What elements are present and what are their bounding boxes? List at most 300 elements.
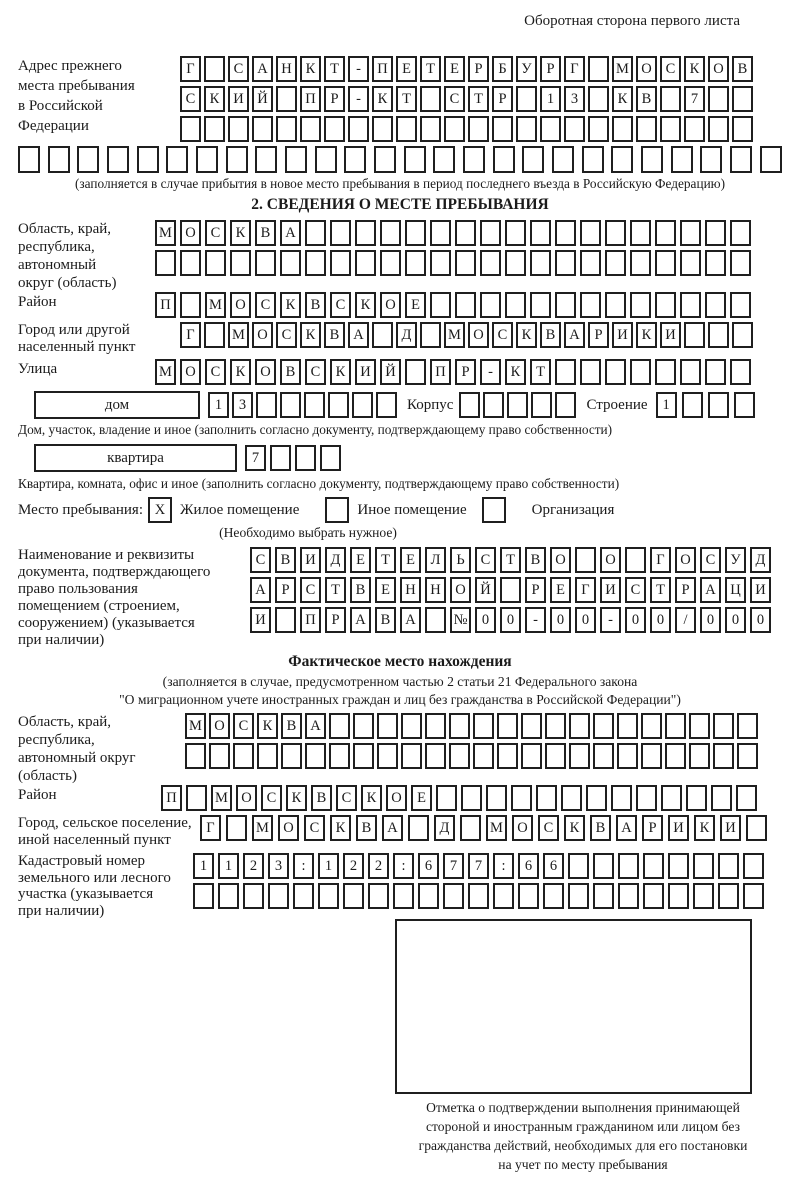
char-cell-filled: И [720,815,741,841]
char-cell-filled: А [348,322,369,348]
char-cell-empty [270,445,291,471]
char-cell-filled: Е [396,56,417,82]
prev-address-row-4 [18,146,782,173]
fact-title: Фактическое место нахождения [288,653,512,670]
char-cell-filled: Й [252,86,273,112]
char-cell-filled: М [185,713,206,739]
text-line: иной населенный пункт [18,832,171,848]
char-cell-filled: Т [420,56,441,82]
fact-district-row [161,785,757,811]
char-cell-filled: Г [180,56,201,82]
char-cell-filled: К [684,56,705,82]
char-cell-empty [455,250,476,276]
stay-type-label: Место пребывания: [18,501,143,518]
fact-city-label [18,815,200,849]
char-cell-filled: 6 [543,853,564,879]
char-cell-empty [555,392,576,418]
char-cell-empty [281,743,302,769]
char-cell-empty [588,116,609,142]
char-cell-empty [543,883,564,909]
document-rows [250,547,771,649]
district-row [155,292,751,318]
char-cell-empty [497,743,518,769]
char-cell-empty [275,607,296,633]
house-box-label: дом [34,391,200,419]
document-block [18,547,782,649]
char-cell-filled: У [725,547,746,573]
char-cell-empty [420,116,441,142]
char-cell-filled: Л [425,547,446,573]
char-cell-filled: С [492,322,513,348]
char-cell-empty [655,220,676,246]
char-cell-filled: Т [530,359,551,385]
char-cell-filled: Р [642,815,663,841]
char-cell-filled: П [300,86,321,112]
char-cell-filled: В [255,220,276,246]
char-cell-filled: К [694,815,715,841]
prev-address-row-2 [180,86,753,112]
char-cell-filled: В [275,547,296,573]
char-cell-empty [276,116,297,142]
char-cell-filled: Г [575,577,596,603]
char-cell-empty [396,116,417,142]
char-cell-empty [268,883,289,909]
char-cell-empty [226,815,247,841]
apartment-note: Квартира, комната, офис и иное (заполнить согласно документу, подтверждающему право собственности) [18,476,620,491]
char-cell-empty [401,743,422,769]
char-cell-filled: Е [375,577,396,603]
char-cell-empty [205,250,226,276]
char-cell-empty [552,146,574,173]
char-cell-filled: № [450,607,471,633]
char-cell-filled: Т [325,577,346,603]
char-cell-empty [530,250,551,276]
char-cell-empty [430,292,451,318]
char-cell-filled: А [305,713,326,739]
char-cell-empty [582,146,604,173]
document-row-1 [250,547,771,573]
char-cell-empty [680,250,701,276]
text-line: места пребывания [18,78,135,94]
fact-region-row-1 [185,713,758,739]
char-cell-empty [280,250,301,276]
char-cell-filled: 0 [625,607,646,633]
char-cell-empty [605,250,626,276]
char-cell-filled: И [228,86,249,112]
char-cell-empty [355,220,376,246]
char-cell-empty [374,146,396,173]
char-cell-empty [507,392,528,418]
char-cell-empty [518,883,539,909]
char-cell-empty [204,56,225,82]
char-cell-filled: А [700,577,721,603]
char-cell-empty [680,359,701,385]
cadastre-label [18,853,193,919]
char-cell-empty [605,359,626,385]
char-cell-empty [468,883,489,909]
char-cell-filled: Г [180,322,201,348]
text-line: республика, [18,239,95,255]
section2-title: 2. СВЕДЕНИЯ О МЕСТЕ ПРЕБЫВАНИЯ [251,196,549,213]
char-cell-filled: 1 [208,392,229,418]
char-cell-empty [355,250,376,276]
char-cell-empty [580,220,601,246]
apartment-row [34,444,782,472]
char-cell-empty [430,250,451,276]
char-cell-filled: 7 [684,86,705,112]
char-cell-filled: 2 [243,853,264,879]
char-cell-empty [380,250,401,276]
char-cell-filled: Р [675,577,696,603]
document-row-2 [250,577,771,603]
char-cell-empty [285,146,307,173]
fact-region-rows [185,713,758,785]
char-cell-filled: 1 [656,392,677,418]
char-cell-empty [315,146,337,173]
char-cell-empty [655,250,676,276]
text-line: право пользования [18,581,138,597]
char-cell-filled: К [286,785,307,811]
char-cell-empty [300,116,321,142]
char-cell-empty [743,853,764,879]
char-cell-empty [511,785,532,811]
char-cell-filled: Р [275,577,296,603]
char-cell-empty [204,322,225,348]
char-cell-empty [404,146,426,173]
char-cell-filled: К [355,292,376,318]
char-cell-empty [705,359,726,385]
char-cell-empty [588,86,609,112]
korpus-label: Корпус [407,396,454,413]
char-cell-filled: К [257,713,278,739]
district-label: Район [18,294,57,310]
text-line: при наличии) [18,632,105,648]
text-line: автономный [18,257,97,273]
char-cell-filled: К [204,86,225,112]
char-cell-filled: 0 [725,607,746,633]
char-cell-empty [737,743,758,769]
char-cell-filled: 1 [540,86,561,112]
char-cell-empty [737,713,758,739]
char-cell-empty [555,220,576,246]
char-cell-empty [226,146,248,173]
char-cell-filled: О [252,322,273,348]
city-label [18,322,180,356]
char-cell-filled: 0 [500,607,521,633]
char-cell-filled: В [305,292,326,318]
char-cell-filled: И [250,607,271,633]
char-cell-empty [680,292,701,318]
region-row-2 [155,250,751,276]
korpus-cells [459,392,576,418]
fact-city-block [18,815,782,849]
char-cell-empty [531,392,552,418]
char-cell-filled: В [324,322,345,348]
char-cell-empty [660,116,681,142]
char-cell-empty [408,815,429,841]
char-cell-empty [425,607,446,633]
char-cell-empty [343,883,364,909]
char-cell-empty [713,713,734,739]
char-cell-empty [180,292,201,318]
char-cell-filled: М [252,815,273,841]
char-cell-empty [449,713,470,739]
char-cell-empty [636,785,657,811]
char-cell-filled: Б [492,56,513,82]
text-line: документа, подтверждающего [18,564,211,580]
text-line: Область, край, [18,714,112,730]
text-line: округ (область) [18,275,117,291]
char-cell-empty [693,853,714,879]
char-cell-filled: Г [200,815,221,841]
char-cell-filled: П [155,292,176,318]
char-cell-empty [536,785,557,811]
char-cell-empty [705,220,726,246]
char-cell-empty [730,250,751,276]
char-cell-empty [625,547,646,573]
char-cell-filled: С [205,359,226,385]
char-cell-filled: Е [550,577,571,603]
char-cell-empty [521,743,542,769]
char-cell-empty [630,359,651,385]
char-cell-empty [575,547,596,573]
char-cell-filled: К [330,815,351,841]
char-cell-filled: И [668,815,689,841]
street-label: Улица [18,361,58,377]
char-cell-empty [736,785,757,811]
char-cell-empty [660,86,681,112]
char-cell-filled: О [636,56,657,82]
char-cell-empty [305,743,326,769]
char-cell-empty [468,116,489,142]
char-cell-filled: О [512,815,533,841]
char-cell-filled: О [180,220,201,246]
char-cell-empty [330,250,351,276]
char-cell-empty [486,785,507,811]
char-cell-filled: М [444,322,465,348]
char-cell-empty [730,292,751,318]
char-cell-empty [730,146,752,173]
char-cell-empty [580,359,601,385]
stay-option-residential-label: Жилое помещение [180,501,300,518]
char-cell-empty [137,146,159,173]
char-cell-filled: А [350,607,371,633]
char-cell-empty [295,445,316,471]
char-cell-empty [329,743,350,769]
char-cell-filled: С [305,359,326,385]
char-cell-filled: - [525,607,546,633]
char-cell-empty [420,322,441,348]
char-cell-empty [630,220,651,246]
char-cell-empty [377,713,398,739]
char-cell-empty [630,292,651,318]
char-cell-empty [605,292,626,318]
char-cell-empty [665,743,686,769]
char-cell-filled: В [350,577,371,603]
apartment-cells [245,445,341,471]
char-cell-empty [668,853,689,879]
text-line: Кадастровый номер [18,853,145,869]
char-cell-filled: М [155,220,176,246]
region-rows [155,220,751,292]
char-cell-empty [743,883,764,909]
char-cell-filled: И [660,322,681,348]
char-cell-filled: - [480,359,501,385]
char-cell-empty [555,250,576,276]
char-cell-empty [48,146,70,173]
char-cell-empty [732,116,753,142]
char-cell-filled: 0 [750,607,771,633]
char-cell-filled: П [300,607,321,633]
char-cell-empty [405,250,426,276]
char-cell-filled: В [540,322,561,348]
char-cell-filled: Ь [450,547,471,573]
cadastre-block [18,853,782,919]
char-cell-filled: С [444,86,465,112]
char-cell-empty [380,220,401,246]
char-cell-empty [155,250,176,276]
stay-type-note: (Необходимо выбрать нужное) [219,525,397,540]
char-cell-empty [243,883,264,909]
char-cell-filled: 7 [468,853,489,879]
char-cell-empty [255,250,276,276]
char-cell-empty [530,220,551,246]
char-cell-empty [420,86,441,112]
char-cell-filled: С [228,56,249,82]
char-cell-filled: - [600,607,621,633]
char-cell-empty [193,883,214,909]
char-cell-filled: О [180,359,201,385]
char-cell-filled: С [700,547,721,573]
char-cell-empty [372,322,393,348]
char-cell-filled: 0 [550,607,571,633]
char-cell-empty [555,359,576,385]
char-cell-filled: В [356,815,377,841]
fact-district-block [18,785,782,811]
char-cell-filled: 1 [218,853,239,879]
char-cell-empty [641,743,662,769]
char-cell-filled: В [311,785,332,811]
text-line: стороной и иностранным гражданином или лицом без [426,1119,740,1134]
region-row-1 [155,220,751,246]
text-line: Федерации [18,118,89,134]
char-cell-filled: М [155,359,176,385]
char-cell-empty [641,146,663,173]
char-cell-empty [377,743,398,769]
char-cell-empty [230,250,251,276]
char-cell-empty [186,785,207,811]
char-cell-filled: 2 [343,853,364,879]
char-cell-empty [473,743,494,769]
char-cell-filled: О [386,785,407,811]
char-cell-filled: Д [396,322,417,348]
char-cell-filled: С [336,785,357,811]
char-cell-filled: В [732,56,753,82]
char-cell-filled: А [250,577,271,603]
char-cell-empty [463,146,485,173]
char-cell-filled: О [450,577,471,603]
page-corner-note: Оборотная сторона первого листа [524,13,740,29]
char-cell-empty [401,713,422,739]
char-cell-empty [433,146,455,173]
char-cell-empty [732,322,753,348]
char-cell-filled: К [300,322,321,348]
char-cell-filled: К [372,86,393,112]
text-line: автономный округ [18,750,136,766]
stroenie-label: Строение [586,396,648,413]
checkbox-other-premises [325,497,349,523]
char-cell-empty [185,743,206,769]
char-cell-empty [580,292,601,318]
char-cell-empty [480,292,501,318]
text-line: гражданства действий, необходимых для его постановки [418,1138,748,1153]
char-cell-empty [293,883,314,909]
char-cell-filled: С [300,577,321,603]
stay-option-other-premises-label: Иное помещение [357,501,467,518]
char-cell-filled: : [493,853,514,879]
char-cell-empty [593,713,614,739]
fact-region-label [18,713,185,785]
char-cell-filled: / [675,607,696,633]
prev-address-label [18,56,180,142]
char-cell-empty [352,392,373,418]
char-cell-empty [705,250,726,276]
char-cell-empty [459,392,480,418]
char-cell-empty [655,292,676,318]
char-cell-empty [166,146,188,173]
char-cell-empty [680,220,701,246]
region-block [18,220,782,292]
char-cell-empty [497,713,518,739]
char-cell-filled: Т [396,86,417,112]
char-cell-filled: Р [325,607,346,633]
char-cell-filled: С [330,292,351,318]
cadastre-rows [193,853,764,919]
char-cell-filled: И [355,359,376,385]
char-cell-filled: Ц [725,577,746,603]
char-cell-filled: Р [525,577,546,603]
char-cell-filled: 0 [650,607,671,633]
char-cell-filled: О [278,815,299,841]
char-cell-empty [708,392,729,418]
char-cell-empty [693,883,714,909]
char-cell-empty [344,146,366,173]
char-cell-filled: Р [540,56,561,82]
char-cell-empty [636,116,657,142]
char-cell-empty [684,322,705,348]
char-cell-empty [318,883,339,909]
char-cell-empty [668,883,689,909]
text-line: Адрес прежнего [18,58,122,74]
prev-address-rows [180,56,753,142]
char-cell-filled: Р [455,359,476,385]
char-cell-filled: О [236,785,257,811]
char-cell-filled: О [230,292,251,318]
char-cell-filled: К [361,785,382,811]
char-cell-filled: Г [564,56,585,82]
char-cell-empty [641,713,662,739]
char-cell-filled: Т [650,577,671,603]
char-cell-filled: С [180,86,201,112]
char-cell-empty [480,250,501,276]
char-cell-filled: Т [324,56,345,82]
text-line: республика, [18,732,95,748]
char-cell-filled: В [636,86,657,112]
char-cell-empty [671,146,693,173]
checkbox-organization [482,497,506,523]
char-cell-empty [372,116,393,142]
char-cell-filled: С [261,785,282,811]
